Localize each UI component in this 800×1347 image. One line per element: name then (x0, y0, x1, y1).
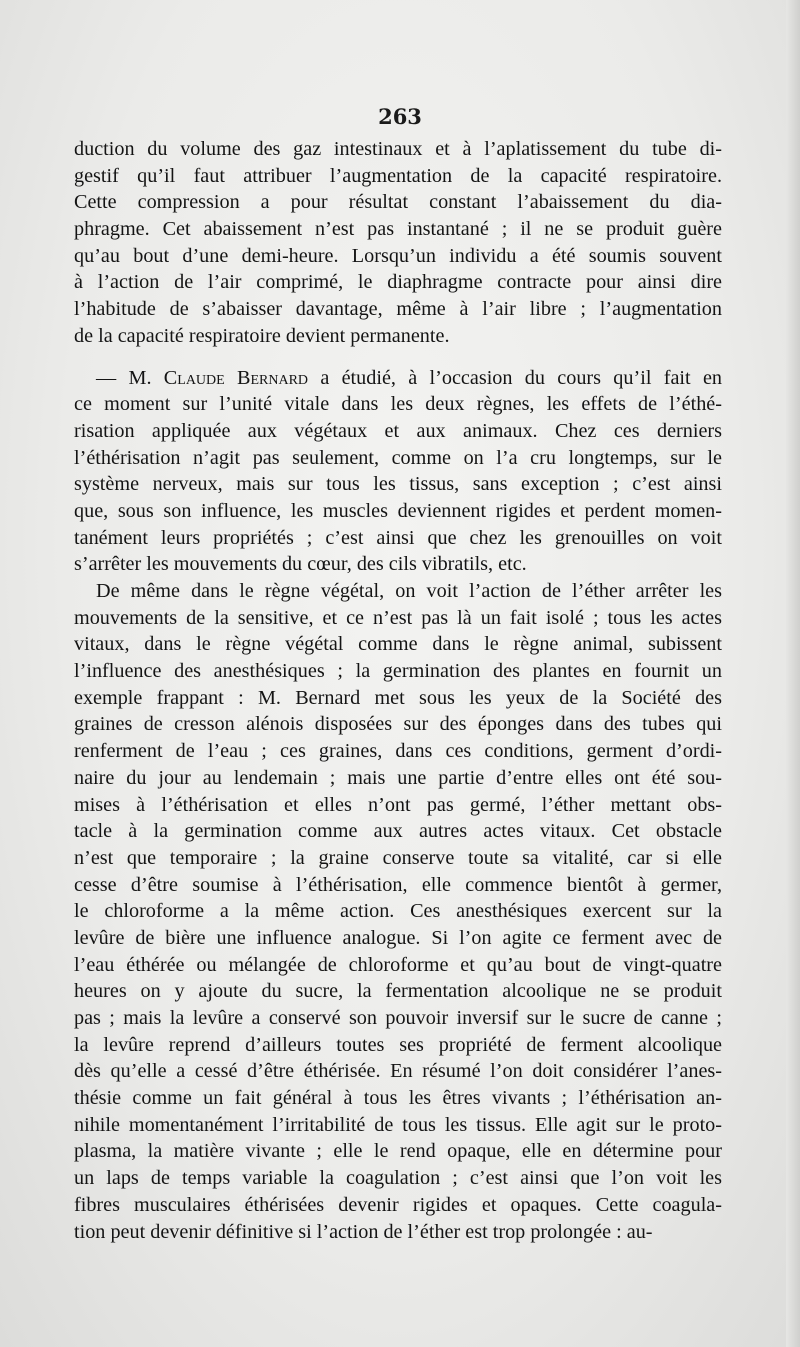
text-line: graines de cresson alénois disposées sur des éponges dans des tubes qui (74, 713, 722, 736)
text-line: cesse d’être soumise à l’éthérisation, elle commence bientôt à germer, (74, 873, 722, 896)
line-text: a étudié, à l’occasion du cours qu’il fait en (308, 366, 722, 389)
text-line: Cette compression a pour résultat constant l’abaissement du dia- (74, 191, 722, 214)
text-line: le chloroforme a la même action. Ces anesthésiques exercent sur la (74, 900, 722, 923)
text-line: l’influence des anesthésiques ; la germination des plantes en fournit un (74, 660, 722, 683)
text-line: De même dans le règne végétal, on voit l’action de l’éther arrêter les (96, 580, 722, 602)
page-number: 263 (378, 104, 422, 129)
text-line: naire du jour au lendemain ; mais une partie d’entre elles ont été sou- (74, 766, 722, 789)
body-text (74, 136, 722, 1245)
text-line: fibres musculaires éthérisées devenir rigides et opaques. Cette coagula- (74, 1193, 722, 1216)
text-line: exemple frappant : M. Bernard met sous les yeux de la Société des (74, 686, 722, 709)
text-line: tanément leurs propriétés ; c’est ainsi que chez les grenouilles on voit (74, 526, 722, 549)
text-line: à l’action de l’air comprimé, le diaphragme contracte pour ainsi dire (74, 271, 722, 294)
text-line: vitaux, dans le règne végétal comme dans le règne animal, subissent (74, 633, 722, 656)
text-line: ce moment sur l’unité vitale dans les deux règnes, les effets de l’éthé- (74, 393, 722, 416)
text-line: mouvements de la sensitive, et ce n’est pas là un fait isolé ; tous les actes (74, 606, 722, 629)
text-line: levûre de bière une influence analogue. Si l’on agite ce ferment avec de (74, 926, 722, 949)
text-line: phragme. Cet abaissement n’est pas instantané ; il ne se produit guère (74, 218, 722, 241)
text-line: système nerveux, mais sur tous les tissus, sans exception ; c’est ainsi (74, 473, 722, 496)
text-line: risation appliquée aux végétaux et aux animaux. Chez ces derniers (74, 419, 722, 442)
text-line: la levûre reprend d’ailleurs toutes ses propriété de ferment alcoolique (74, 1033, 722, 1056)
text-line: duction du volume des gaz intestinaux et à l’aplatissement du tube di- (74, 138, 722, 160)
text-line (74, 365, 722, 392)
text-line: un laps de temps variable la coagulation ; c’est ainsi que l’on voit les (74, 1167, 722, 1190)
text-line: gestif qu’il faut attribuer l’augmentation de la capacité respiratoire. (74, 164, 722, 187)
author-name: Claude Bernard (163, 366, 309, 389)
text-line: tion peut devenir définitive si l’action de l’éther est trop prolongée : au- (74, 1220, 653, 1243)
text-line: qu’au bout d’une demi-heure. Lorsqu’un individu a été soumis souvent (74, 244, 722, 267)
text-line: tacle à la germination comme aux autres actes vitaux. Cet obstacle (74, 820, 722, 843)
text-line: dès qu’elle a cessé d’être éthérisée. En résumé l’on doit considérer l’anes- (74, 1060, 722, 1083)
paragraph-3 (74, 578, 722, 1245)
text-line: n’est que temporaire ; la graine conserve toute sa vitalité, car si elle (74, 846, 722, 869)
paragraph-1 (74, 136, 722, 350)
text-line: nihile momentanément l’irritabilité de tous les tissus. Elle agit sur le proto- (74, 1113, 722, 1136)
text-line: plasma, la matière vivante ; elle le rend opaque, elle en détermine pour (74, 1140, 722, 1163)
lead-dash: — M. (96, 366, 164, 389)
text-line: de la capacité respiratoire devient permanente. (74, 324, 450, 347)
text-line: thésie comme un fait général à tous les êtres vivants ; l’éthérisation an- (74, 1087, 722, 1110)
text-line: l’eau éthérée ou mélangée de chloroforme et qu’au bout de vingt-quatre (74, 953, 722, 976)
paragraph-2 (74, 365, 722, 579)
text-line: l’éthérisation n’agit pas seulement, comme on l’a cru longtemps, sur le (74, 446, 722, 469)
text-line: mises à l’éthérisation et elles n’ont pas germé, l’éther mettant obs- (74, 793, 722, 816)
paragraph-gap (74, 350, 722, 365)
text-line: heures on y ajoute du sucre, la fermentation alcoolique ne se produit (74, 980, 722, 1003)
text-line: renferment de l’eau ; ces graines, dans ces conditions, germent d’ordi- (74, 740, 722, 763)
text-line: s’arrêter les mouvements du cœur, des cils vibratils, etc. (74, 553, 527, 576)
text-line: pas ; mais la levûre a conservé son pouvoir inversif sur le sucre de canne ; (74, 1007, 722, 1029)
page-edge (786, 0, 800, 1347)
text-line: que, sous son influence, les muscles deviennent rigides et perdent momen- (74, 499, 722, 522)
text-line: l’habitude de s’abaisser davantage, même à l’air libre ; l’augmentation (74, 298, 722, 321)
